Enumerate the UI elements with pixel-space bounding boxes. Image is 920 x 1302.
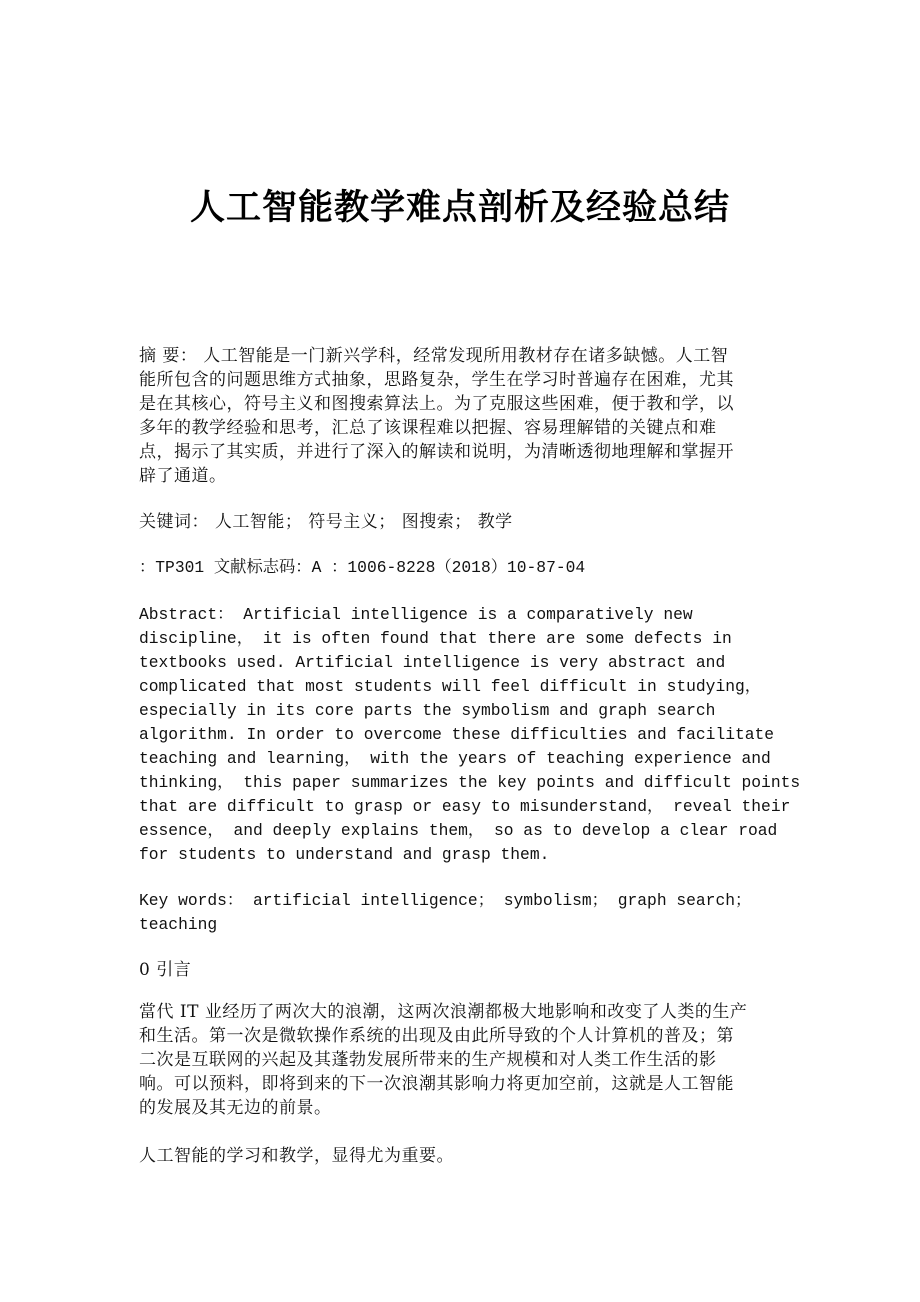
classification-line: ：TP301 文献标志码：A ：1006-8228（2018）10-87-04: [139, 558, 586, 577]
abstract-chinese: [139, 344, 779, 488]
intro-paragraph-line: 二次是互联网的兴起及其蓬勃发展所带来的生产规模和对人类工作生活的影: [139, 1050, 717, 1070]
keywords-english: [139, 889, 779, 937]
abstract-cn-line: 多年的教学经验和思考，汇总了该课程难以把握、容易理解错的关键点和难: [139, 418, 717, 438]
abstract-english: [139, 603, 801, 867]
abstract-en-line: Abstract： Artificial intelligence is a comparatively new: [139, 605, 693, 624]
intro-paragraph: [139, 1144, 779, 1168]
keywords-chinese: [139, 510, 779, 534]
abstract-cn-line: 能所包含的问题思维方式抽象，思路复杂，学生在学习时普遍存在困难，尤其: [139, 370, 734, 390]
abstract-en-line: for students to understand and grasp them.: [139, 845, 550, 864]
intro-paragraph-line: 和生活。第一次是微软操作系统的出现及由此所导致的个人计算机的普及；第: [139, 1026, 734, 1046]
intro-paragraph-line: 的发展及其无边的前景。: [139, 1098, 332, 1118]
abstract-cn-line: 辟了通道。: [139, 466, 227, 486]
intro-paragraph-line: 响。可以预料，即将到来的下一次浪潮其影响力将更加空前，这就是人工智能: [139, 1074, 734, 1094]
abstract-en-line: teaching and learning， with the years of teaching experience and: [139, 749, 771, 768]
classification-info: [139, 556, 779, 580]
abstract-en-line: complicated that most students will feel difficult in studying，: [139, 677, 762, 696]
abstract-en-line: discipline， it is often found that there are some defects in: [139, 629, 732, 648]
abstract-en-line: essence， and deeply explains them， so as to develop a clear road: [139, 821, 778, 840]
section-heading-text: 0 引言: [139, 960, 192, 980]
abstract-en-line: thinking， this paper summarizes the key points and difficult points: [139, 773, 801, 792]
keywords-en-line: Key words： artificial intelligence； symbolism； graph search；: [139, 891, 752, 910]
section-heading: [139, 958, 779, 982]
abstract-cn-line: 点，揭示了其实质，并进行了深入的解读和说明，为清晰透彻地理解和掌握开: [139, 442, 734, 462]
abstract-en-line: textbooks used. Artificial intelligence is very abstract and: [139, 653, 726, 672]
abstract-cn-line: 摘 要： 人工智能是一门新兴学科，经常发现所用教材存在诸多缺憾。人工智: [139, 346, 729, 366]
document-title: 人工智能教学难点剖析及经验总结: [189, 188, 730, 228]
intro-paragraph-line: 人工智能的学习和教学，显得尤为重要。: [139, 1146, 454, 1166]
abstract-en-line: that are difficult to grasp or easy to misunderstand， reveal their: [139, 797, 791, 816]
abstract-en-line: algorithm. In order to overcome these difficulties and facilitate: [139, 725, 775, 744]
keywords-cn-line: 关键词： 人工智能； 符号主义； 图搜索； 教学: [139, 512, 513, 532]
abstract-cn-line: 是在其核心，符号主义和图搜索算法上。为了克服这些困难，便于教和学，以: [139, 394, 734, 414]
abstract-en-line: especially in its core parts the symbolism and graph search: [139, 701, 716, 720]
intro-paragraph-line: 當代 IT 业经历了两次大的浪潮，这两次浪潮都极大地影响和改变了人类的生产: [139, 1002, 748, 1022]
keywords-en-line: teaching: [139, 915, 218, 934]
intro-paragraph: [139, 1000, 779, 1120]
